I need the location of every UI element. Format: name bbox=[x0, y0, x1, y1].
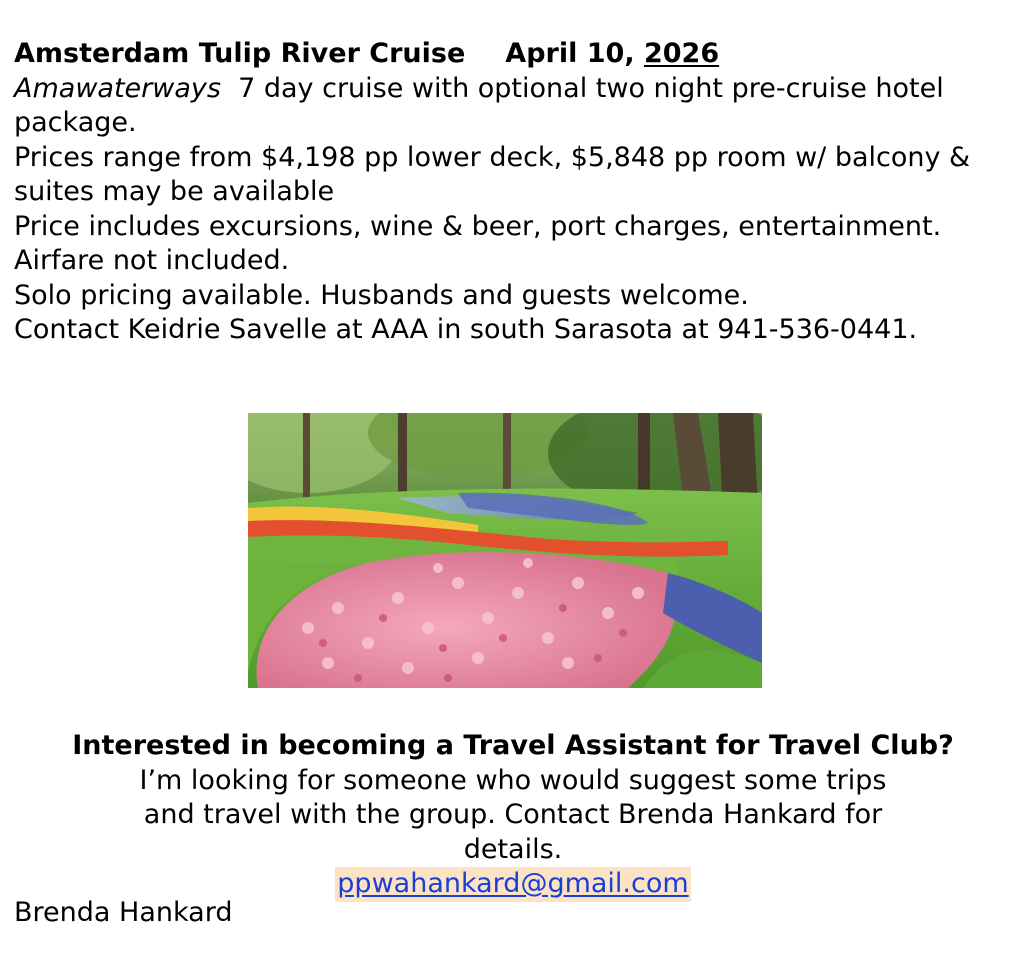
email-link[interactable]: ppwahankard@gmail.com bbox=[335, 867, 690, 902]
cruise-title-line bbox=[14, 37, 1014, 72]
assistant-body: I’m looking for someone who would suggest some trips and travel with the group. Contact Brenda Hankard for details. bbox=[139, 764, 887, 865]
cruise-duration: 7 day cruise with optional two night pre-cruise hotel package. bbox=[14, 72, 953, 138]
cruise-announcement bbox=[14, 37, 1014, 348]
cruise-contact: Contact Keidrie Savelle at AAA in south Sarasota at 941-536-0441. bbox=[14, 314, 918, 345]
cruise-operator: Amawaterways bbox=[14, 72, 221, 104]
cruise-title: Amsterdam Tulip River Cruise bbox=[14, 38, 466, 69]
cruise-prices: Prices range from $4,198 pp lower deck, $5,848 pp room w/ balcony & suites may be available bbox=[14, 141, 971, 207]
travel-assistant-notice bbox=[0, 729, 1026, 902]
cruise-solo-pricing: Solo pricing available. Husbands and guests welcome. bbox=[14, 279, 749, 311]
tulip-garden-photo bbox=[248, 413, 762, 688]
cruise-year: 2026 bbox=[643, 38, 720, 69]
cruise-date: April 10, bbox=[505, 38, 644, 69]
signature: Brenda Hankard bbox=[14, 897, 233, 928]
cruise-includes: Price includes excursions, wine & beer, port charges, entertainment. Airfare not included. bbox=[14, 210, 942, 276]
assistant-heading: Interested in becoming a Travel Assistant for Travel Club? bbox=[72, 730, 954, 761]
cruise-description bbox=[14, 72, 1014, 141]
